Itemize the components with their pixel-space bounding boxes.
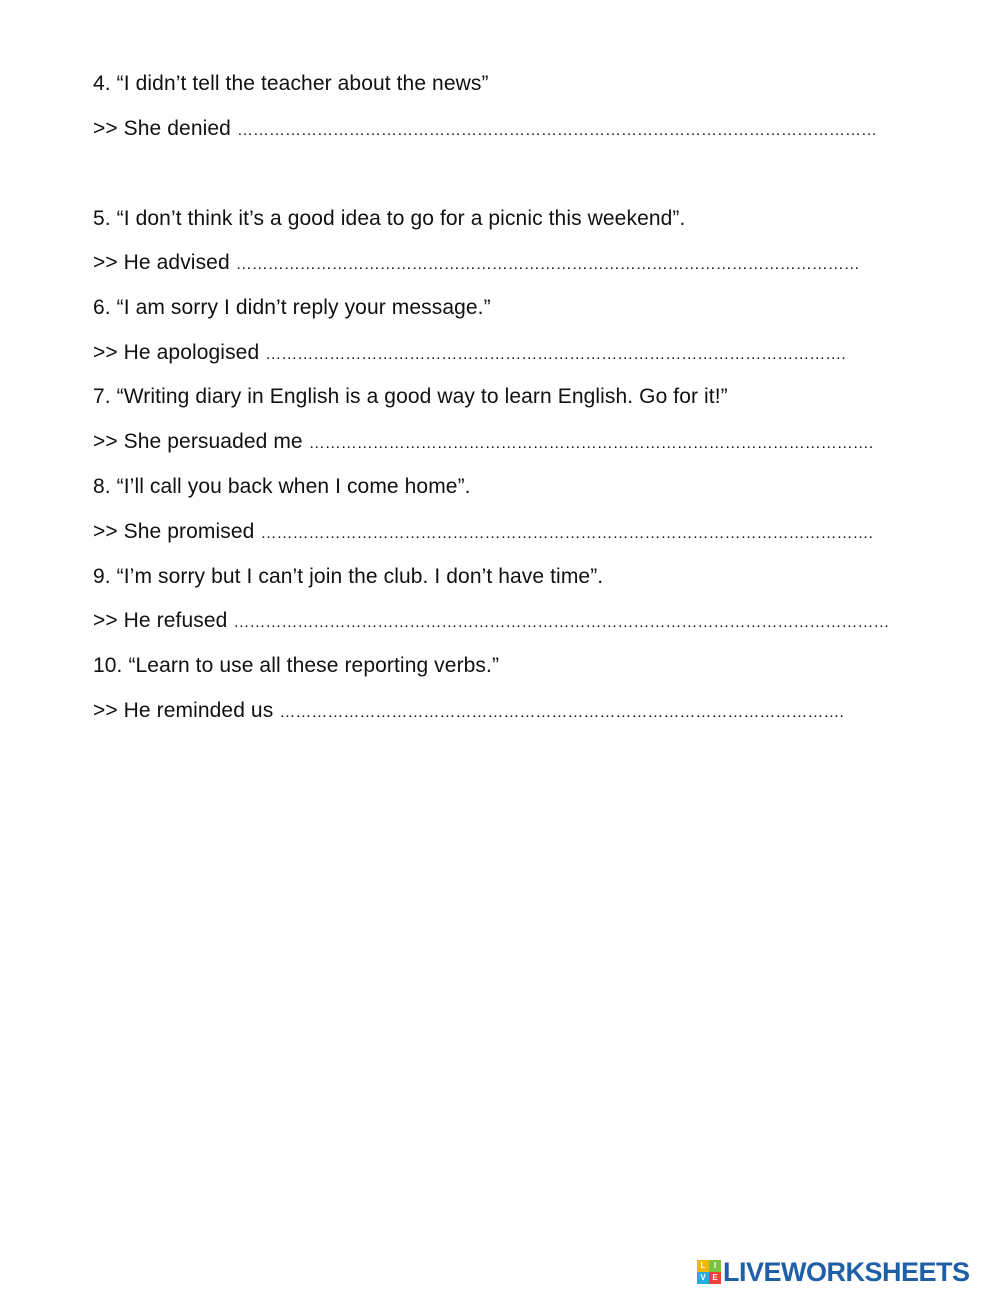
exercise-7-prompt <box>93 383 728 411</box>
exercise-9-prompt <box>93 563 603 591</box>
exercise-prompt: “I didn’t tell the teacher about the news” <box>116 72 489 95</box>
exercise-6-answer[interactable] <box>93 339 846 369</box>
exercise-8-prompt <box>93 473 471 501</box>
answer-start: >> He advised <box>93 251 230 274</box>
answer-blank[interactable]: …………………………………………………………………………………………………………… <box>233 614 890 631</box>
logo-letter: V <box>697 1272 709 1284</box>
answer-blank[interactable]: ……………………………………………………………………………………………. <box>308 435 874 452</box>
exercise-10-prompt <box>93 652 499 680</box>
exercise-prompt: “I don’t think it’s a good idea to go for a picnic this weekend”. <box>116 207 686 230</box>
exercise-8-answer[interactable] <box>93 518 873 548</box>
exercise-number: 5. <box>93 207 111 230</box>
exercise-number: 10. <box>93 654 123 677</box>
exercise-5-answer[interactable] <box>93 249 860 279</box>
exercise-number: 7. <box>93 385 111 408</box>
logo-mark-icon <box>697 1260 721 1284</box>
logo-letter: E <box>709 1272 721 1284</box>
exercise-prompt: “I am sorry I didn’t reply your message.” <box>116 296 491 319</box>
exercise-6-prompt <box>93 294 491 322</box>
logo-letter: L <box>697 1260 709 1272</box>
answer-blank[interactable]: ……………………………………………………………………………………………. <box>279 704 844 721</box>
answer-start: >> He reminded us <box>93 699 274 722</box>
exercise-7-answer[interactable] <box>93 428 873 458</box>
exercise-10-answer[interactable] <box>93 697 844 727</box>
liveworksheets-logo[interactable] <box>697 1257 997 1287</box>
logo-letter: I <box>709 1260 721 1272</box>
exercise-9-answer[interactable] <box>93 607 889 637</box>
answer-blank[interactable]: ……………………………………………………………………………………………………. <box>260 525 873 542</box>
answer-blank[interactable]: ………………………………………………………………………………………………………… <box>236 122 877 139</box>
exercise-4-answer[interactable] <box>93 115 877 145</box>
answer-blank[interactable]: ………………………………………………………………………………………………. <box>265 346 846 363</box>
answer-start: >> She persuaded me <box>93 430 303 453</box>
exercise-prompt: “Learn to use all these reporting verbs.” <box>128 654 500 677</box>
logo-text: LIVEWORKSHEETS <box>723 1257 970 1287</box>
answer-start: >> She denied <box>93 117 231 140</box>
exercise-prompt: “I’m sorry but I can’t join the club. I don’t have time”. <box>116 565 604 588</box>
exercise-number: 9. <box>93 565 111 588</box>
answer-blank[interactable]: ……………………………………………………………………………………………………… <box>235 256 860 273</box>
exercise-prompt: “Writing diary in English is a good way to learn English. Go for it!” <box>116 385 728 408</box>
answer-start: >> He refused <box>93 609 228 632</box>
exercise-5-prompt <box>93 205 685 233</box>
exercise-4-prompt <box>93 70 489 98</box>
answer-start: >> She promised <box>93 520 255 543</box>
exercise-number: 6. <box>93 296 111 319</box>
answer-start: >> He apologised <box>93 341 260 364</box>
exercise-prompt: “I’ll call you back when I come home”. <box>116 475 471 498</box>
exercise-number: 8. <box>93 475 111 498</box>
exercise-number: 4. <box>93 72 111 95</box>
